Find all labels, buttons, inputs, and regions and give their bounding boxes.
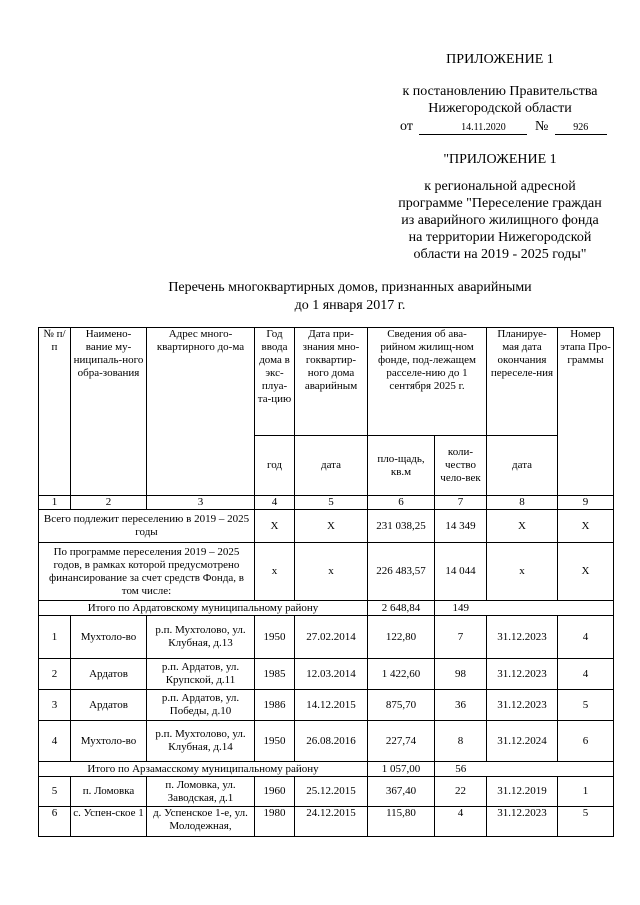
row-address: р.п. Мухтолово, ул. Клубная, д.13 [147, 616, 255, 659]
col-number-cell: 8 [487, 496, 558, 510]
col-number-cell: 4 [255, 496, 295, 510]
table-row [39, 777, 614, 807]
table-row [39, 659, 614, 690]
total-all-row [39, 510, 614, 543]
row-people: 22 [435, 777, 487, 807]
row-people: 36 [435, 690, 487, 721]
row-stage: 6 [558, 721, 614, 762]
subheader-date: дата [295, 436, 368, 496]
row-emergency-date: 27.02.2014 [295, 616, 368, 659]
program-line-1: к региональной адресной [424, 179, 576, 194]
total-program-planned: x [487, 543, 558, 601]
row-address: п. Ломовка, ул. Заводская, д.1 [147, 777, 255, 807]
header-row [39, 328, 614, 436]
row-people: 8 [435, 721, 487, 762]
total-program-date: x [295, 543, 368, 601]
row-number: 1 [39, 616, 71, 659]
col-stage-header: Номер этапа Про-граммы [558, 328, 614, 496]
subheader-people: коли-чество чело-век [435, 436, 487, 496]
date-field: 14.11.2020 [419, 122, 527, 135]
table-row [39, 721, 614, 762]
row-number: 3 [39, 690, 71, 721]
col-number-cell: 2 [71, 496, 147, 510]
program-line-5: области на 2019 - 2025 годы" [413, 247, 587, 262]
total-all-planned: X [487, 510, 558, 543]
total-program-year: x [255, 543, 295, 601]
row-planned-date: 31.12.2024 [487, 721, 558, 762]
row-area: 122,80 [368, 616, 435, 659]
row-stage: 4 [558, 616, 614, 659]
total-all-area: 231 038,25 [368, 510, 435, 543]
group-arzamas-empty [487, 762, 614, 777]
total-all-people: 14 349 [435, 510, 487, 543]
row-stage: 1 [558, 777, 614, 807]
row-people: 7 [435, 616, 487, 659]
row-people: 4 [435, 807, 487, 837]
emergency-housing-table [38, 327, 614, 837]
title-line-1: Перечень многоквартирных домов, признанных аварийными [168, 280, 532, 295]
row-planned-date: 31.12.2023 [487, 807, 558, 837]
row-emergency-date: 26.08.2016 [295, 721, 368, 762]
col-number-cell: 7 [435, 496, 487, 510]
col-num-header: № п/п [39, 328, 71, 496]
total-all-date: X [295, 510, 368, 543]
row-year: 1980 [255, 807, 295, 837]
subheader-planned-date: дата [487, 436, 558, 496]
row-stage: 5 [558, 690, 614, 721]
col-planned-date-header: Планируе-мая дата окончания переселе-ния [487, 328, 558, 436]
program-line-4: на территории Нижегородской [408, 230, 592, 245]
total-program-stage: X [558, 543, 614, 601]
table-row [39, 616, 614, 659]
table-row [39, 690, 614, 721]
total-program-people: 14 044 [435, 543, 487, 601]
row-year: 1950 [255, 721, 295, 762]
row-emergency-date: 25.12.2015 [295, 777, 368, 807]
total-program-label: По программе переселения 2019 – 2025 годов, в рамках которой предусмотрено финансирование за счет средств Фонда, в том числе: [39, 543, 255, 601]
row-number: 4 [39, 721, 71, 762]
row-area: 1 422,60 [368, 659, 435, 690]
total-program-area: 226 483,57 [368, 543, 435, 601]
row-planned-date: 31.12.2023 [487, 659, 558, 690]
row-address: р.п. Ардатов, ул. Победы, д.10 [147, 690, 255, 721]
row-number: 2 [39, 659, 71, 690]
row-year: 1950 [255, 616, 295, 659]
row-address: р.п. Ардатов, ул. Крупской, д.11 [147, 659, 255, 690]
row-planned-date: 31.12.2023 [487, 616, 558, 659]
number-label: № [534, 119, 549, 134]
quoted-appendix-title: "ПРИЛОЖЕНИЕ 1 [443, 152, 557, 167]
subheader-area: пло-щадь, кв.м [368, 436, 435, 496]
group-arzamas-row [39, 762, 614, 777]
row-year: 1985 [255, 659, 295, 690]
row-emergency-date: 12.03.2014 [295, 659, 368, 690]
row-planned-date: 31.12.2019 [487, 777, 558, 807]
column-number-row [39, 496, 614, 510]
col-number-cell: 3 [147, 496, 255, 510]
row-area: 227,74 [368, 721, 435, 762]
group-ardatov-row [39, 601, 614, 616]
col-number-cell: 1 [39, 496, 71, 510]
region-line: Нижегородской области [428, 101, 572, 116]
row-stage: 4 [558, 659, 614, 690]
row-municipality: Мухтоло-во [71, 616, 147, 659]
program-line-2: программе "Переселение граждан [398, 196, 602, 211]
row-emergency-date: 24.12.2015 [295, 807, 368, 837]
row-number: 6 [39, 807, 71, 837]
col-number-cell: 5 [295, 496, 368, 510]
group-ardatov-label: Итого по Ардатовскому муниципальному району [39, 601, 368, 616]
col-address-header: Адрес много-квартирного до-ма [147, 328, 255, 496]
col-number-cell: 9 [558, 496, 614, 510]
resolution-line: к постановлению Правительства [402, 84, 598, 99]
table-row [39, 807, 614, 837]
row-people: 98 [435, 659, 487, 690]
row-emergency-date: 14.12.2015 [295, 690, 368, 721]
number-field: 926 [555, 122, 607, 135]
col-resettle-info-header: Сведения об ава-рийном жилищ-ном фонде, под-лежащем расселе-нию до 1 сентября 2025 г. [368, 328, 487, 436]
row-year: 1986 [255, 690, 295, 721]
row-address: р.п. Мухтолово, ул. Клубная, д.14 [147, 721, 255, 762]
row-area: 367,40 [368, 777, 435, 807]
date-number-line [400, 117, 600, 136]
group-ardatov-people: 149 [435, 601, 487, 616]
total-all-stage: X [558, 510, 614, 543]
row-municipality: п. Ломовка [71, 777, 147, 807]
col-year-header: Год ввода дома в экс-плуа-та-цию [255, 328, 295, 436]
col-emergency-date-header: Дата при-знания мно-гоквартир-ного дома аварийным [295, 328, 368, 436]
document-title [60, 279, 640, 315]
title-line-2: до 1 января 2017 г. [294, 298, 406, 313]
group-ardatov-empty [487, 601, 614, 616]
row-municipality: Ардатов [71, 659, 147, 690]
group-arzamas-label: Итого по Арзамасскому муниципальному району [39, 762, 368, 777]
col-number-cell: 6 [368, 496, 435, 510]
from-label: от [400, 119, 413, 134]
row-planned-date: 31.12.2023 [487, 690, 558, 721]
group-ardatov-area: 2 648,84 [368, 601, 435, 616]
total-all-year: X [255, 510, 295, 543]
subheader-year: год [255, 436, 295, 496]
total-all-label: Всего подлежит переселению в 2019 – 2025 годы [39, 510, 255, 543]
group-arzamas-area: 1 057,00 [368, 762, 435, 777]
program-line-3: из аварийного жилищного фонда [401, 213, 599, 228]
row-year: 1960 [255, 777, 295, 807]
col-municipality-header: Наимено-вание му-ниципаль-ного обра-зования [71, 328, 147, 496]
row-address: д. Успенское 1-е, ул. Молодежная, [147, 807, 255, 837]
row-stage: 5 [558, 807, 614, 837]
row-area: 115,80 [368, 807, 435, 837]
appendix-title: ПРИЛОЖЕНИЕ 1 [446, 52, 554, 67]
total-program-row [39, 543, 614, 601]
row-municipality: Ардатов [71, 690, 147, 721]
row-area: 875,70 [368, 690, 435, 721]
group-arzamas-people: 56 [435, 762, 487, 777]
row-municipality: с. Успен-ское 1 [71, 807, 147, 837]
row-municipality: Мухтоло-во [71, 721, 147, 762]
row-number: 5 [39, 777, 71, 807]
